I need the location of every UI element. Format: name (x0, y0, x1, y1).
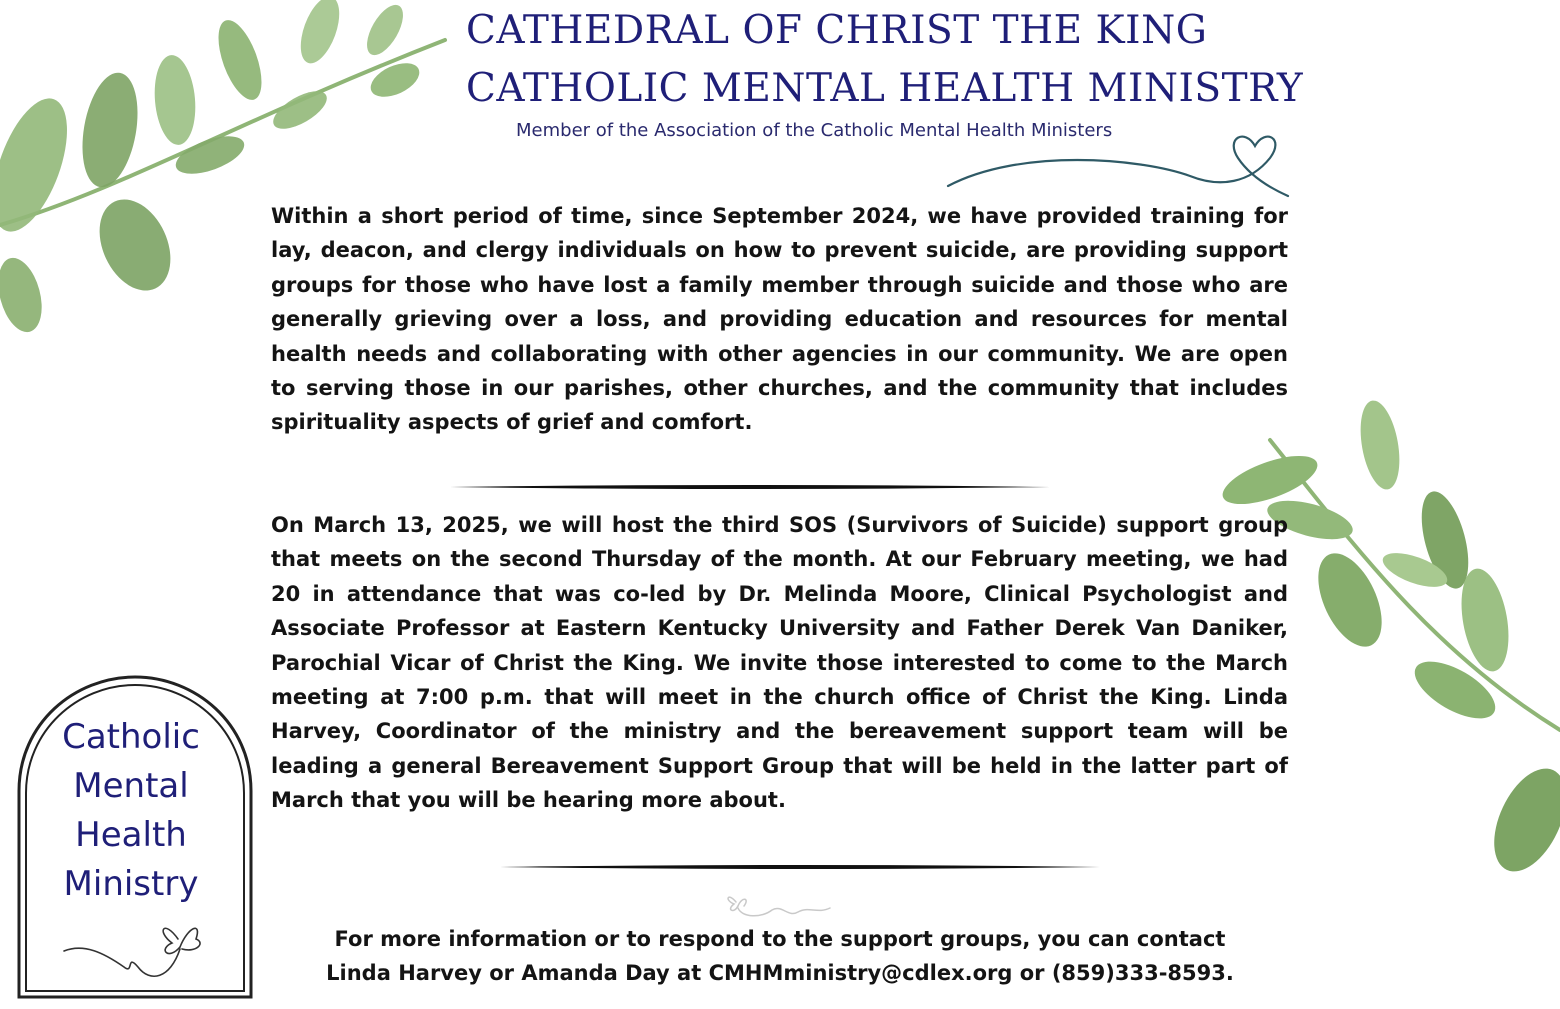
divider (500, 863, 1100, 871)
page-title (466, 2, 1366, 118)
badge-line-3: Health (75, 815, 187, 855)
ministry-badge (15, 673, 255, 1001)
butterfly-icon (722, 884, 834, 924)
divider (450, 483, 1050, 491)
event-paragraph: On March 13, 2025, we will host the third SOS (Survivors of Suicide) support group that meets on the second Thursday of the month. At our February meeting, we had 20 in attendance that was co-led by Dr. Melinda Moore, Clinical Psychologist and Associate Professor at Eastern Kentucky University and Father Derek Van Daniker, Parochial Vicar of Christ the King. We invite those interested to come to the March meeting at 7:00 p.m. that will meet in the church office of Christ the King. Linda Harvey, Coordinator of the ministry and the bereavement support team will be leading a general Bereavement Support Group that will be held in the latter part of March that you will be hearing more about. (271, 513, 1288, 813)
badge-text (15, 713, 247, 909)
intro-paragraph: Within a short period of time, since September 2024, we have provided training for lay, deacon, and clergy individuals on how to prevent suicide, are providing support groups for those who have lost a family member through suicide and those who are generally grieving over a loss, and providing education and resources for mental health needs and collaborating with other agencies in our community. We are open to serving those in our parishes, other churches, and the community that includes spirituality aspects of grief and comfort. (271, 204, 1288, 435)
badge-line-4: Ministry (63, 864, 199, 904)
contact-line-2: Linda Harvey or Amanda Day at CMHMministry@cdlex.org or (859)333-8593. (326, 961, 1234, 986)
badge-line-2: Mental (73, 766, 189, 806)
heart-swoosh-icon (940, 128, 1300, 208)
contact-info (270, 922, 1290, 991)
contact-line-1: For more information or to respond to the support groups, you can contact (334, 927, 1226, 951)
title-line-2: CATHOLIC MENTAL HEALTH MINISTRY (466, 66, 1304, 111)
page-subtitle: Member of the Association of the Catholic Mental Health Ministers (516, 120, 1113, 141)
badge-line-1: Catholic (62, 717, 200, 757)
butterfly-icon (60, 909, 210, 989)
title-line-1: CATHEDRAL OF CHRIST THE KING (466, 8, 1208, 53)
